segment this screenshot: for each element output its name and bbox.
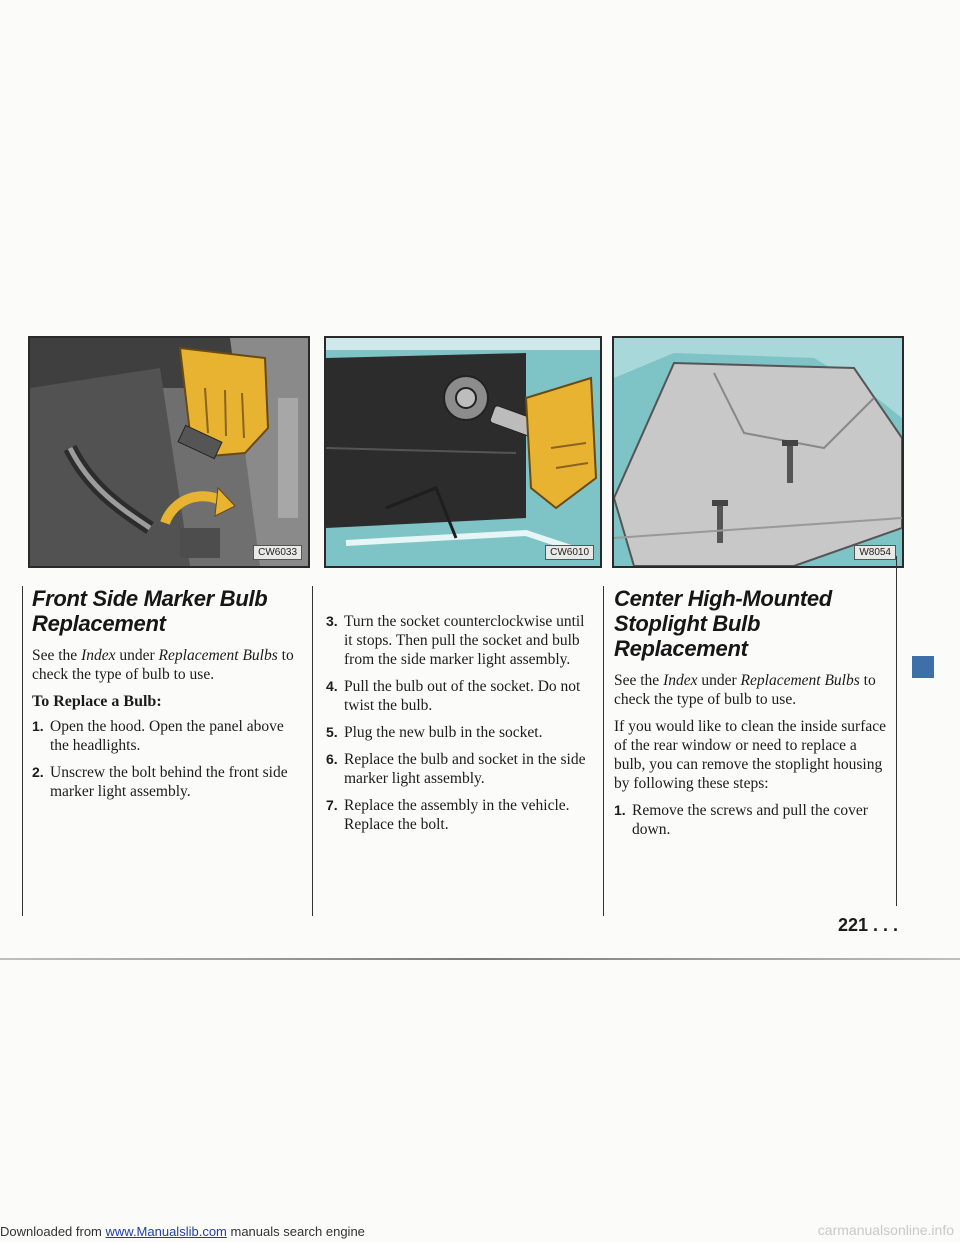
illustration-stoplight-cover xyxy=(614,338,902,566)
page-number: 221 . . . xyxy=(838,915,899,935)
step-item: 2. Unscrew the bolt behind the front side marker light assembly. xyxy=(32,764,288,800)
illustration-bolt-removal xyxy=(30,338,308,566)
section-front-side-marker xyxy=(32,586,300,809)
step-item: 6. Replace the bulb and socket in the side marker light assembly. xyxy=(326,751,586,787)
column-rule xyxy=(896,556,897,906)
illustration-socket-removal xyxy=(326,338,600,566)
body-paragraph: If you would like to clean the inside surface of the rear window or need to replace a bulb, you can remove the stoplight housing by following these steps: xyxy=(614,718,887,792)
step-item: 4. Pull the bulb out of the socket. Do not twist the bulb. xyxy=(326,678,581,714)
section-bulb-steps xyxy=(326,612,588,842)
step-item: 1. Remove the screws and pull the cover down. xyxy=(614,802,868,838)
bottom-rule xyxy=(0,958,960,960)
step-item: 3. Turn the socket counterclockwise until it stops. Then pull the socket and bulb from the side marker light assembly. xyxy=(326,613,585,668)
figure-code: CW6010 xyxy=(545,545,594,560)
watermark: carmanualsonline.info xyxy=(817,1222,954,1238)
figure-code: W8054 xyxy=(854,545,896,560)
column-rule xyxy=(312,586,313,916)
column-rule xyxy=(603,586,604,916)
section-title: Front Side Marker Bulb Replacement xyxy=(32,586,268,636)
figure-code: CW6033 xyxy=(253,545,302,560)
intro-paragraph: See the Index under Replacement Bulbs to check the type of bulb to use. xyxy=(32,647,294,683)
column-rule xyxy=(22,586,23,916)
intro-paragraph: See the Index under Replacement Bulbs to check the type of bulb to use. xyxy=(614,672,876,708)
download-footer: Downloaded from www.Manualslib.com manuals search engine xyxy=(0,1224,365,1239)
figure-front-side-marker xyxy=(28,336,310,568)
section-title: Center High-Mounted Stoplight Bulb Replacement xyxy=(614,586,832,661)
step-item: 1. Open the hood. Open the panel above the headlights. xyxy=(32,718,284,754)
subheading: To Replace a Bulb: xyxy=(32,693,162,710)
section-stoplight xyxy=(614,586,890,847)
step-item: 7. Replace the assembly in the vehicle. Replace the bolt. xyxy=(326,797,570,833)
figure-bulb-socket xyxy=(324,336,602,568)
step-item: 5. Plug the new bulb in the socket. xyxy=(326,724,543,741)
section-tab-marker xyxy=(912,656,934,678)
manualslib-link[interactable]: www.Manualslib.com xyxy=(105,1224,227,1239)
figure-stoplight-housing xyxy=(612,336,904,568)
